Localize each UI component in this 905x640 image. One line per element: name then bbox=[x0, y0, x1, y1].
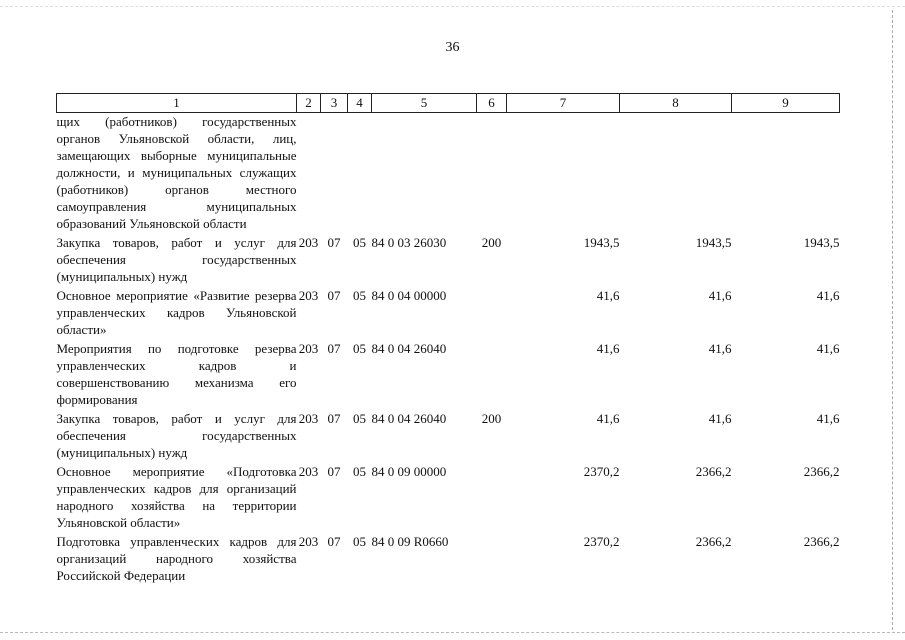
row-c2: 203 bbox=[298, 235, 319, 250]
row-c2: 203 bbox=[298, 288, 319, 303]
row-c4: 05 bbox=[353, 411, 366, 426]
row-c4: 05 bbox=[353, 341, 366, 356]
row-c8: 2366,2 bbox=[695, 534, 732, 549]
row-c3: 07 bbox=[327, 341, 341, 356]
col-header-9: 9 bbox=[732, 94, 840, 113]
col-header-2: 2 bbox=[297, 94, 321, 113]
row-c9: 41,6 bbox=[816, 288, 840, 303]
row-c8: 41,6 bbox=[708, 341, 732, 356]
row-c4: 05 bbox=[353, 464, 366, 479]
page-number: 36 bbox=[445, 40, 460, 55]
row-name: Закупка товаров, работ и услуг для обеспечения государственных (муниципальных) нужд bbox=[56, 235, 297, 284]
row-c7: 41,6 bbox=[596, 341, 620, 356]
row-c5: 84 0 09 R0660 bbox=[371, 534, 449, 549]
row-c5: 84 0 04 00000 bbox=[371, 288, 447, 303]
row-c3: 07 bbox=[327, 235, 341, 250]
row-c3 bbox=[321, 113, 348, 233]
row-c9: 41,6 bbox=[816, 341, 840, 356]
table-row bbox=[57, 232, 840, 285]
row-c4 bbox=[348, 113, 372, 233]
row-c6: 200 bbox=[481, 235, 502, 250]
row-c2: 203 bbox=[298, 534, 319, 549]
col-header-5: 5 bbox=[372, 94, 477, 113]
scan-top-edge bbox=[0, 6, 905, 7]
row-c8: 2366,2 bbox=[695, 464, 732, 479]
table-body bbox=[57, 113, 840, 585]
row-c3: 07 bbox=[327, 411, 341, 426]
row-name: Подготовка управленческих кадров для организаций народного хозяйства Российской Федерации bbox=[56, 534, 297, 583]
row-c5 bbox=[372, 113, 477, 233]
header-row bbox=[57, 94, 840, 113]
row-name: Основное мероприятие «Подготовка управленческих кадров для организаций народного хозяйства на территории Ульяновской области» bbox=[56, 464, 297, 530]
scan-right-edge bbox=[892, 10, 893, 630]
row-c7: 2370,2 bbox=[583, 534, 620, 549]
row-c5: 84 0 09 00000 bbox=[371, 464, 447, 479]
row-c4: 05 bbox=[353, 288, 366, 303]
row-c2: 203 bbox=[298, 341, 319, 356]
table-row bbox=[57, 338, 840, 408]
row-c7: 1943,5 bbox=[583, 235, 620, 250]
row-c6 bbox=[477, 531, 507, 584]
table-row bbox=[57, 531, 840, 584]
row-c9: 2366,2 bbox=[803, 464, 840, 479]
row-c6: 200 bbox=[481, 411, 502, 426]
row-c2 bbox=[297, 113, 321, 233]
row-c9: 41,6 bbox=[816, 411, 840, 426]
row-c4: 05 bbox=[353, 235, 366, 250]
table-header bbox=[57, 94, 840, 113]
row-name: Закупка товаров, работ и услуг для обеспечения государственных (муниципальных) нужд bbox=[56, 411, 297, 460]
row-c8 bbox=[620, 113, 732, 233]
row-c3: 07 bbox=[327, 464, 341, 479]
row-c4: 05 bbox=[353, 534, 366, 549]
row-c2: 203 bbox=[298, 464, 319, 479]
col-header-7: 7 bbox=[507, 94, 620, 113]
row-name: Основное мероприятие «Развитие резерва управленческих кадров Ульяновской области» bbox=[56, 288, 297, 337]
row-name: щих (работников) государственных органов Ульяновской области, лиц, замещающих выборные муниципальные должности, и муниципальных служащих (работников) органов местного самоуправления муниципальных образований Ульяновской области bbox=[56, 114, 297, 231]
row-c8: 41,6 bbox=[708, 411, 732, 426]
row-c3: 07 bbox=[327, 534, 341, 549]
scan-bottom-edge bbox=[0, 632, 905, 633]
row-c7: 41,6 bbox=[596, 411, 620, 426]
col-header-1: 1 bbox=[57, 94, 297, 113]
row-c5: 84 0 04 26040 bbox=[371, 341, 447, 356]
row-c6 bbox=[477, 461, 507, 531]
table-row bbox=[57, 408, 840, 461]
row-c5: 84 0 04 26040 bbox=[371, 411, 447, 426]
row-c9 bbox=[732, 113, 840, 233]
row-c9: 2366,2 bbox=[803, 534, 840, 549]
row-c7 bbox=[507, 113, 620, 233]
table-row bbox=[57, 461, 840, 531]
row-c8: 41,6 bbox=[708, 288, 732, 303]
row-c7: 41,6 bbox=[596, 288, 620, 303]
row-c6 bbox=[477, 113, 507, 233]
col-header-3: 3 bbox=[321, 94, 348, 113]
row-name: Мероприятия по подготовке резерва управленческих кадров и совершенствованию механизма его формирования bbox=[56, 341, 297, 407]
col-header-4: 4 bbox=[348, 94, 372, 113]
table-row bbox=[57, 285, 840, 338]
col-header-8: 8 bbox=[620, 94, 732, 113]
row-c6 bbox=[477, 285, 507, 338]
row-c8: 1943,5 bbox=[695, 235, 732, 250]
budget-table bbox=[56, 93, 840, 584]
row-c9: 1943,5 bbox=[803, 235, 840, 250]
table-row bbox=[57, 113, 840, 233]
row-c3: 07 bbox=[327, 288, 341, 303]
row-c5: 84 0 03 26030 bbox=[371, 235, 447, 250]
row-c7: 2370,2 bbox=[583, 464, 620, 479]
col-header-6: 6 bbox=[477, 94, 507, 113]
row-c2: 203 bbox=[298, 411, 319, 426]
row-c6 bbox=[477, 338, 507, 408]
